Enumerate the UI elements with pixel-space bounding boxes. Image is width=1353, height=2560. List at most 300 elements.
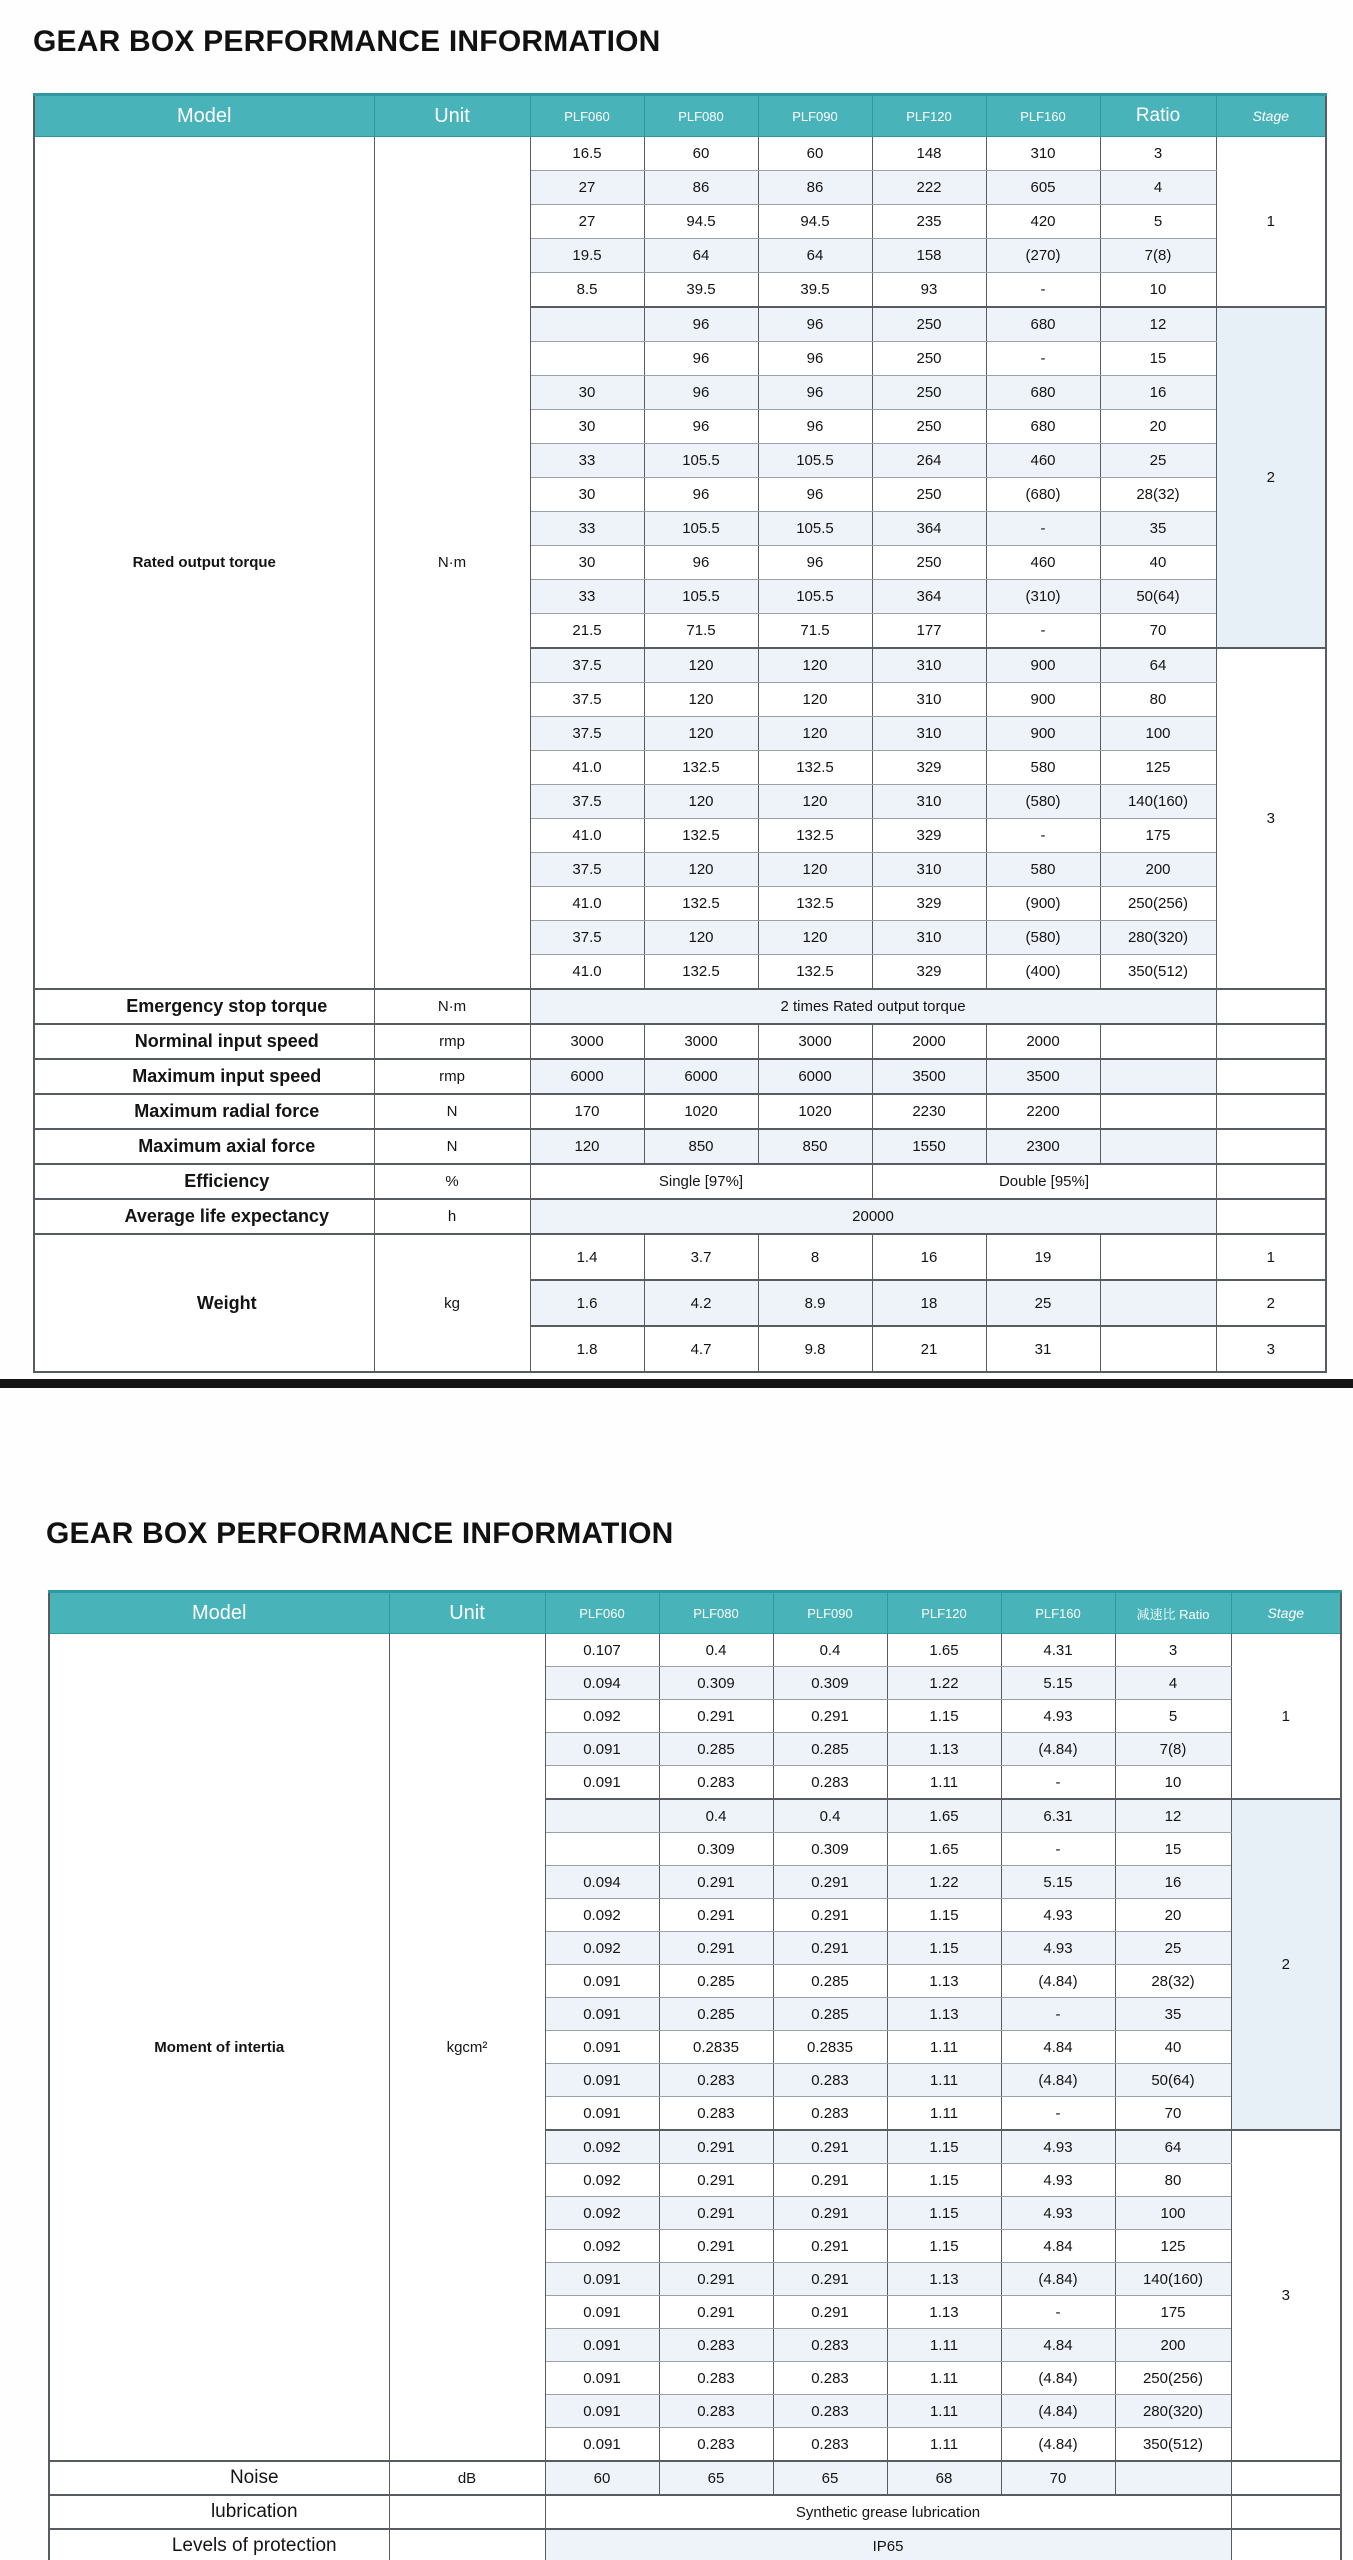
header-plf090: PLF090 xyxy=(773,1592,887,1634)
value-cell: 900 xyxy=(986,717,1100,751)
header-stage: Stage xyxy=(1216,95,1326,137)
value-cell: 9.8 xyxy=(758,1326,872,1372)
value-cell: 60 xyxy=(545,2461,659,2495)
value-cell: 8.9 xyxy=(758,1280,872,1326)
value-cell: 2200 xyxy=(986,1094,1100,1129)
value-cell: 0.092 xyxy=(545,1700,659,1733)
value-cell: 0.092 xyxy=(545,2130,659,2164)
value-cell: 1.11 xyxy=(887,2428,1001,2462)
value-cell xyxy=(545,1833,659,1866)
table-header xyxy=(49,1592,1341,1634)
value-cell: - xyxy=(986,512,1100,546)
value-cell: 120 xyxy=(644,785,758,819)
span-cell: 2 times Rated output torque xyxy=(530,989,1216,1024)
unit-cell: kg xyxy=(374,1234,530,1372)
table-body xyxy=(34,137,1326,1373)
page-title-top: GEAR BOX PERFORMANCE INFORMATION xyxy=(33,25,661,58)
value-cell: 96 xyxy=(644,546,758,580)
value-cell: - xyxy=(1001,1766,1115,1800)
value-cell: 364 xyxy=(872,512,986,546)
stage-cell xyxy=(1216,989,1326,1024)
value-cell: 680 xyxy=(986,410,1100,444)
value-cell: 310 xyxy=(872,921,986,955)
value-cell: 30 xyxy=(530,376,644,410)
value-cell: 0.291 xyxy=(773,1899,887,1932)
value-cell: 1.11 xyxy=(887,2329,1001,2362)
value-cell: - xyxy=(986,342,1100,376)
value-cell: 96 xyxy=(758,307,872,342)
header-plf160: PLF160 xyxy=(1001,1592,1115,1634)
span-cell: 20000 xyxy=(530,1199,1216,1234)
value-cell: (580) xyxy=(986,921,1100,955)
unit-cell: rmp xyxy=(374,1024,530,1059)
value-cell: 148 xyxy=(872,137,986,171)
value-cell: 132.5 xyxy=(758,819,872,853)
value-cell: 1.6 xyxy=(530,1280,644,1326)
value-cell: - xyxy=(1001,1833,1115,1866)
value-cell: 0.4 xyxy=(659,1634,773,1667)
span-cell: Single [97%] xyxy=(530,1164,872,1199)
value-cell: 0.285 xyxy=(773,1965,887,1998)
data-row xyxy=(49,1634,1341,1667)
section-divider xyxy=(0,1379,1353,1388)
ratio-cell: 25 xyxy=(1115,1932,1231,1965)
value-cell: - xyxy=(1001,2097,1115,2131)
value-cell xyxy=(530,307,644,342)
bottom-row xyxy=(49,2495,1341,2529)
value-cell: 96 xyxy=(758,376,872,410)
weight-row xyxy=(34,1234,1326,1280)
value-cell: 0.2835 xyxy=(773,2031,887,2064)
unit-cell: kgcm² xyxy=(389,1634,545,2462)
value-cell: 37.5 xyxy=(530,717,644,751)
value-cell: (4.84) xyxy=(1001,2428,1115,2462)
value-cell: 0.094 xyxy=(545,1866,659,1899)
value-cell: 37.5 xyxy=(530,853,644,887)
span-cell: Double [95%] xyxy=(872,1164,1216,1199)
stage-cell: 1 xyxy=(1216,1234,1326,1280)
row-label: Average life expectancy xyxy=(34,1199,374,1234)
value-cell: 37.5 xyxy=(530,648,644,683)
row-label: Efficiency xyxy=(34,1164,374,1199)
value-cell: 364 xyxy=(872,580,986,614)
value-cell: 4.84 xyxy=(1001,2329,1115,2362)
value-cell: 120 xyxy=(758,785,872,819)
value-cell: 0.283 xyxy=(659,2395,773,2428)
value-cell: 0.094 xyxy=(545,1667,659,1700)
header-plf060: PLF060 xyxy=(530,95,644,137)
value-cell: 6000 xyxy=(644,1059,758,1094)
value-cell: 900 xyxy=(986,648,1100,683)
value-cell: 1.15 xyxy=(887,2197,1001,2230)
value-cell: 170 xyxy=(530,1094,644,1129)
value-cell: 0.092 xyxy=(545,1899,659,1932)
ratio-cell xyxy=(1100,1234,1216,1280)
value-cell: 2230 xyxy=(872,1094,986,1129)
value-cell: 605 xyxy=(986,171,1100,205)
value-cell: 1.22 xyxy=(887,1866,1001,1899)
ratio-cell: 175 xyxy=(1115,2296,1231,2329)
value-cell: 33 xyxy=(530,444,644,478)
ratio-cell: 250(256) xyxy=(1115,2362,1231,2395)
ratio-cell: 3 xyxy=(1100,137,1216,171)
value-cell: 4.93 xyxy=(1001,2130,1115,2164)
value-cell: 310 xyxy=(872,785,986,819)
value-cell: 25 xyxy=(986,1280,1100,1326)
span-cell: Synthetic grease lubrication xyxy=(545,2495,1231,2529)
row-label: Emergency stop torque xyxy=(34,989,374,1024)
value-cell: 105.5 xyxy=(644,580,758,614)
value-cell: 105.5 xyxy=(758,580,872,614)
value-cell: 21.5 xyxy=(530,614,644,649)
value-cell: 0.291 xyxy=(659,1700,773,1733)
ratio-cell: 280(320) xyxy=(1100,921,1216,955)
value-cell: 30 xyxy=(530,478,644,512)
value-cell: - xyxy=(986,614,1100,649)
value-cell: 0.291 xyxy=(659,1932,773,1965)
value-cell: 0.091 xyxy=(545,2031,659,2064)
value-cell: 0.092 xyxy=(545,2197,659,2230)
value-cell: 0.283 xyxy=(773,1766,887,1800)
value-cell: 0.291 xyxy=(773,2296,887,2329)
unit-cell xyxy=(389,2495,545,2529)
value-cell: 310 xyxy=(872,717,986,751)
value-cell: 60 xyxy=(758,137,872,171)
ratio-cell: 15 xyxy=(1100,342,1216,376)
value-cell: 1.13 xyxy=(887,2263,1001,2296)
value-cell: 250 xyxy=(872,410,986,444)
stage-cell xyxy=(1216,1129,1326,1164)
ratio-cell xyxy=(1100,1280,1216,1326)
value-cell: 94.5 xyxy=(758,205,872,239)
value-cell: 1.15 xyxy=(887,2164,1001,2197)
value-cell: 39.5 xyxy=(758,273,872,308)
value-cell: 0.4 xyxy=(773,1799,887,1833)
value-cell: 105.5 xyxy=(644,444,758,478)
ratio-cell: 4 xyxy=(1100,171,1216,205)
stage-cell: 2 xyxy=(1216,1280,1326,1326)
value-cell: 1550 xyxy=(872,1129,986,1164)
value-cell: 0.091 xyxy=(545,2362,659,2395)
value-cell: 310 xyxy=(872,853,986,887)
bottom-row xyxy=(34,1129,1326,1164)
header-plf060: PLF060 xyxy=(545,1592,659,1634)
bottom-row xyxy=(49,2529,1341,2560)
value-cell: 1.22 xyxy=(887,1667,1001,1700)
value-cell: 6000 xyxy=(758,1059,872,1094)
value-cell: 250 xyxy=(872,376,986,410)
value-cell: 64 xyxy=(644,239,758,273)
ratio-cell: 100 xyxy=(1100,717,1216,751)
ratio-cell: 64 xyxy=(1100,648,1216,683)
unit-cell: N xyxy=(374,1129,530,1164)
value-cell: 86 xyxy=(644,171,758,205)
bottom-row xyxy=(34,1094,1326,1129)
value-cell: 1.13 xyxy=(887,1733,1001,1766)
value-cell: (580) xyxy=(986,785,1100,819)
ratio-cell: 200 xyxy=(1115,2329,1231,2362)
unit-cell: N·m xyxy=(374,989,530,1024)
value-cell: 3500 xyxy=(986,1059,1100,1094)
row-label: Norminal input speed xyxy=(34,1024,374,1059)
value-cell: 0.285 xyxy=(659,1733,773,1766)
stage-cell xyxy=(1231,2495,1341,2529)
value-cell: 1.11 xyxy=(887,1766,1001,1800)
ratio-cell xyxy=(1100,1059,1216,1094)
value-cell: 6.31 xyxy=(1001,1799,1115,1833)
value-cell: 329 xyxy=(872,751,986,785)
value-cell: 329 xyxy=(872,887,986,921)
bottom-row xyxy=(34,1059,1326,1094)
header-row xyxy=(49,1592,1341,1634)
value-cell: 0.309 xyxy=(773,1833,887,1866)
value-cell: 310 xyxy=(986,137,1100,171)
value-cell: 0.4 xyxy=(773,1634,887,1667)
stage-cell: 1 xyxy=(1231,1634,1341,1800)
ratio-cell: 25 xyxy=(1100,444,1216,478)
value-cell: 420 xyxy=(986,205,1100,239)
value-cell: 0.283 xyxy=(659,2097,773,2131)
value-cell: 680 xyxy=(986,307,1100,342)
header-plf120: PLF120 xyxy=(872,95,986,137)
value-cell: 1.65 xyxy=(887,1634,1001,1667)
value-cell: 33 xyxy=(530,512,644,546)
header-model: Model xyxy=(49,1592,389,1634)
value-cell: 5.15 xyxy=(1001,1866,1115,1899)
row-group-label: Moment of intertia xyxy=(49,1634,389,2462)
value-cell: 0.285 xyxy=(659,1965,773,1998)
value-cell: 96 xyxy=(644,478,758,512)
value-cell: 120 xyxy=(644,853,758,887)
value-cell: 120 xyxy=(758,921,872,955)
value-cell: 0.091 xyxy=(545,1965,659,1998)
ratio-cell: 70 xyxy=(1115,2097,1231,2131)
value-cell: 158 xyxy=(872,239,986,273)
ratio-cell: 28(32) xyxy=(1115,1965,1231,1998)
ratio-cell: 175 xyxy=(1100,819,1216,853)
value-cell: 0.309 xyxy=(773,1667,887,1700)
value-cell: 177 xyxy=(872,614,986,649)
value-cell: 0.291 xyxy=(659,2230,773,2263)
bottom-row xyxy=(34,1164,1326,1199)
value-cell: 3.7 xyxy=(644,1234,758,1280)
value-cell: 0.283 xyxy=(659,2428,773,2462)
value-cell: 0.283 xyxy=(773,2362,887,2395)
value-cell: 900 xyxy=(986,683,1100,717)
value-cell: 4.84 xyxy=(1001,2031,1115,2064)
header-plf120: PLF120 xyxy=(887,1592,1001,1634)
ratio-cell: 35 xyxy=(1115,1998,1231,2031)
row-label: Maximum input speed xyxy=(34,1059,374,1094)
value-cell: 0.309 xyxy=(659,1833,773,1866)
value-cell: - xyxy=(986,819,1100,853)
stage-cell: 1 xyxy=(1216,137,1326,308)
value-cell: 0.309 xyxy=(659,1667,773,1700)
value-cell: 132.5 xyxy=(758,751,872,785)
ratio-cell: 50(64) xyxy=(1115,2064,1231,2097)
value-cell: 0.291 xyxy=(773,2230,887,2263)
value-cell: 93 xyxy=(872,273,986,308)
ratio-cell: 16 xyxy=(1115,1866,1231,1899)
ratio-cell: 64 xyxy=(1115,2130,1231,2164)
value-cell: - xyxy=(1001,1998,1115,2031)
value-cell: 37.5 xyxy=(530,785,644,819)
ratio-cell: 80 xyxy=(1115,2164,1231,2197)
value-cell: 120 xyxy=(758,648,872,683)
value-cell: 1.11 xyxy=(887,2031,1001,2064)
value-cell: (4.84) xyxy=(1001,2395,1115,2428)
value-cell: 27 xyxy=(530,205,644,239)
stage-cell xyxy=(1216,1059,1326,1094)
ratio-cell: 350(512) xyxy=(1100,955,1216,990)
stage-cell xyxy=(1216,1164,1326,1199)
unit-cell xyxy=(389,2529,545,2560)
value-cell: 0.291 xyxy=(659,1866,773,1899)
header-stage: Stage xyxy=(1231,1592,1341,1634)
value-cell: 132.5 xyxy=(644,751,758,785)
value-cell: 0.291 xyxy=(659,2197,773,2230)
value-cell: 21 xyxy=(872,1326,986,1372)
value-cell: 0.091 xyxy=(545,1733,659,1766)
value-cell: 0.291 xyxy=(773,1700,887,1733)
value-cell: 1.13 xyxy=(887,1965,1001,1998)
value-cell: 0.2835 xyxy=(659,2031,773,2064)
value-cell: 16 xyxy=(872,1234,986,1280)
value-cell: 0.283 xyxy=(773,2395,887,2428)
value-cell: 0.291 xyxy=(773,2197,887,2230)
value-cell: 37.5 xyxy=(530,921,644,955)
value-cell: (400) xyxy=(986,955,1100,990)
value-cell: 0.092 xyxy=(545,2230,659,2263)
value-cell: 60 xyxy=(644,137,758,171)
value-cell: 0.092 xyxy=(545,1932,659,1965)
value-cell: 30 xyxy=(530,410,644,444)
value-cell: 3000 xyxy=(644,1024,758,1059)
value-cell: 310 xyxy=(872,648,986,683)
value-cell: 0.091 xyxy=(545,1766,659,1800)
unit-cell: N xyxy=(374,1094,530,1129)
ratio-cell xyxy=(1100,1326,1216,1372)
value-cell: 1.13 xyxy=(887,1998,1001,2031)
bottom-row xyxy=(34,1024,1326,1059)
stage-cell: 2 xyxy=(1216,307,1326,648)
value-cell: 0.283 xyxy=(659,2362,773,2395)
value-cell: 235 xyxy=(872,205,986,239)
row-label: Maximum radial force xyxy=(34,1094,374,1129)
value-cell: 0.283 xyxy=(773,2428,887,2462)
value-cell: 0.291 xyxy=(773,2164,887,2197)
stage-cell xyxy=(1216,1199,1326,1234)
value-cell: 329 xyxy=(872,819,986,853)
value-cell: 0.291 xyxy=(659,2130,773,2164)
value-cell: 96 xyxy=(758,546,872,580)
ratio-cell: 250(256) xyxy=(1100,887,1216,921)
value-cell: 0.291 xyxy=(773,2130,887,2164)
value-cell: 0.291 xyxy=(659,2296,773,2329)
value-cell: 70 xyxy=(1001,2461,1115,2495)
value-cell: 250 xyxy=(872,546,986,580)
value-cell: 1.11 xyxy=(887,2362,1001,2395)
value-cell: 0.283 xyxy=(659,2329,773,2362)
ratio-cell: 12 xyxy=(1115,1799,1231,1833)
ratio-cell: 4 xyxy=(1115,1667,1231,1700)
row-group-label: Weight xyxy=(34,1234,374,1372)
value-cell: 0.291 xyxy=(773,2263,887,2296)
value-cell: - xyxy=(986,273,1100,308)
ratio-cell: 28(32) xyxy=(1100,478,1216,512)
value-cell: 19 xyxy=(986,1234,1100,1280)
value-cell: 1.11 xyxy=(887,2097,1001,2131)
value-cell: 1.11 xyxy=(887,2064,1001,2097)
value-cell: 8 xyxy=(758,1234,872,1280)
page-title-bottom: GEAR BOX PERFORMANCE INFORMATION xyxy=(46,1517,674,1550)
value-cell: 18 xyxy=(872,1280,986,1326)
value-cell: (310) xyxy=(986,580,1100,614)
value-cell: 850 xyxy=(758,1129,872,1164)
data-row xyxy=(34,137,1326,171)
value-cell: 86 xyxy=(758,171,872,205)
value-cell: 132.5 xyxy=(758,955,872,990)
value-cell: 6000 xyxy=(530,1059,644,1094)
row-label: lubrication xyxy=(49,2495,389,2529)
value-cell: 0.291 xyxy=(659,2164,773,2197)
value-cell: 65 xyxy=(773,2461,887,2495)
value-cell: 120 xyxy=(758,853,872,887)
value-cell: 1.65 xyxy=(887,1833,1001,1866)
value-cell xyxy=(545,1799,659,1833)
value-cell: 105.5 xyxy=(758,444,872,478)
value-cell: (4.84) xyxy=(1001,2362,1115,2395)
value-cell: 250 xyxy=(872,342,986,376)
value-cell: 4.2 xyxy=(644,1280,758,1326)
value-cell: (4.84) xyxy=(1001,1965,1115,1998)
value-cell: 96 xyxy=(758,342,872,376)
value-cell: 1.15 xyxy=(887,1932,1001,1965)
value-cell: 460 xyxy=(986,444,1100,478)
value-cell: 41.0 xyxy=(530,955,644,990)
value-cell: 4.93 xyxy=(1001,1932,1115,1965)
header-plf080: PLF080 xyxy=(644,95,758,137)
value-cell: 1.11 xyxy=(887,2395,1001,2428)
value-cell: 0.091 xyxy=(545,2296,659,2329)
stage-cell: 3 xyxy=(1231,2130,1341,2461)
header-plf090: PLF090 xyxy=(758,95,872,137)
value-cell: 4.7 xyxy=(644,1326,758,1372)
value-cell: 1.4 xyxy=(530,1234,644,1280)
value-cell: 0.091 xyxy=(545,2329,659,2362)
value-cell: 41.0 xyxy=(530,887,644,921)
value-cell: (4.84) xyxy=(1001,1733,1115,1766)
ratio-cell: 100 xyxy=(1115,2197,1231,2230)
ratio-cell: 20 xyxy=(1115,1899,1231,1932)
value-cell: 222 xyxy=(872,171,986,205)
value-cell: 105.5 xyxy=(644,512,758,546)
ratio-cell: 140(160) xyxy=(1100,785,1216,819)
value-cell: 0.092 xyxy=(545,2164,659,2197)
value-cell: 105.5 xyxy=(758,512,872,546)
value-cell: (4.84) xyxy=(1001,2064,1115,2097)
ratio-cell: 80 xyxy=(1100,683,1216,717)
ratio-cell: 200 xyxy=(1100,853,1216,887)
ratio-cell: 140(160) xyxy=(1115,2263,1231,2296)
ratio-cell: 15 xyxy=(1115,1833,1231,1866)
value-cell: 120 xyxy=(644,717,758,751)
value-cell: 4.84 xyxy=(1001,2230,1115,2263)
gearbox-performance-table-1 xyxy=(33,93,1327,1373)
value-cell: 30 xyxy=(530,546,644,580)
value-cell: 16.5 xyxy=(530,137,644,171)
value-cell: 0.291 xyxy=(773,1932,887,1965)
